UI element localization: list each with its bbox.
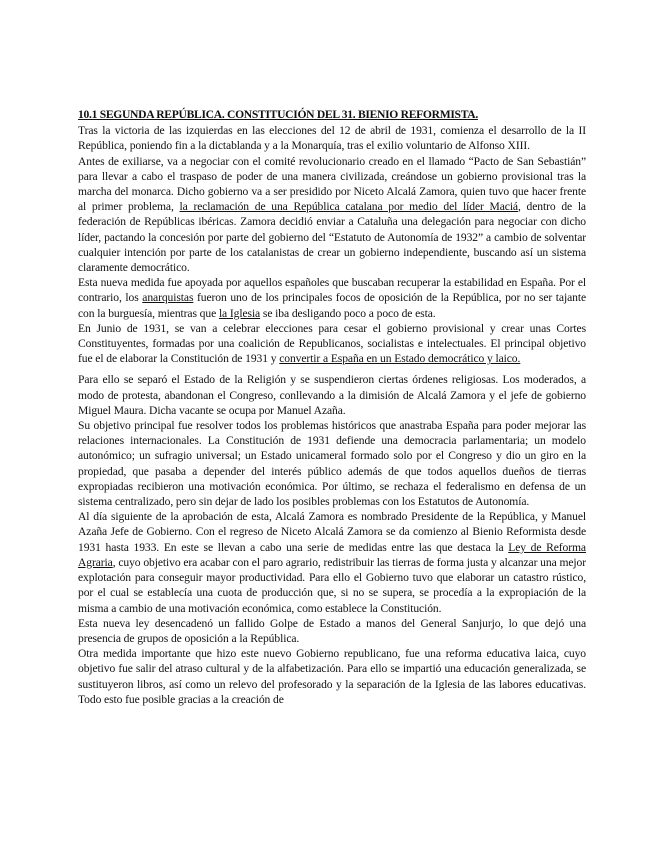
text-run: Antes de exiliarse, va a negociar con el comité revolucionario creado en el llamado “Pacto de San Sebastián” para llevar a cabo el traspaso de poder de una manera civilizada, creándose un gobierno provisional tras la marcha del monarca. Dicho gobierno va a ser presidido por Niceto Alcalá Zamora, quien tuvo que hacer frente al primer problema, — [78, 154, 586, 214]
underlined-text: la Iglesia — [218, 306, 261, 320]
document-title: 10.1 SEGUNDA REPÚBLICA. CONSTITUCIÓN DEL 31. BIENIO REFORMISTA. — [78, 108, 478, 121]
text-run: Al día siguiente de la aprobación de esta, Alcalá Zamora es nombrado Presidente de la República, y Manuel Azaña Jefe de Gobierno. Con el regreso de Niceto Alcalá Zamora se da comienzo al Bienio Reformista desde 1931 hasta 1933. En este se llevan a cabo una serie de medidas entre las que destaca la — [78, 510, 586, 554]
underlined-text: la reclamación de una República catalana por medio del líder Maciá — [179, 200, 518, 214]
text-run: , cuyo objetivo era acabar con el paro agrario, redistribuir las tierras de forma justa y alcanzar una mejor explotación para conseguir mayor productividad. Para ello el Gobierno tuvo que elaborar un catastro rústico, por el cual se establecía una cuota de producción que, si no se supera, se procedía a la expropiación de la misma a cambio de una motivación económica, como establece la Constitución. — [78, 555, 586, 615]
text-run: Esta nueva ley desencadenó un fallido Golpe de Estado a manos del General Sanjurjo, lo que dejó una presencia de grupos de oposición a la República. — [78, 616, 586, 645]
text-run: se iba desligando poco a poco de esta. — [260, 306, 436, 320]
text-run: Su objetivo principal fue resolver todos los problemas históricos que anastraba España para poder mejorar las relaciones internacionales. La Constitución de 1931 defiende una democracia parlamentaria; un modelo autonómico; un sufragio universal; un Estado unicameral formado solo por el Congreso y dio un giro en la propiedad, que pasaba a depender del interés público además de que todos aquellos dueños de tierras expropiadas recibieron una motivación económica. Por último, se rechaza el federalismo en defensa de un sistema centralizado, pero sin dejar de lado los posibles problemas con los Estatutos de Autonomía. — [78, 419, 586, 509]
underlined-text: anarquistas — [142, 291, 194, 305]
document-body — [78, 123, 586, 707]
paragraph — [78, 123, 586, 153]
paragraph — [78, 372, 586, 418]
paragraph — [78, 646, 586, 707]
text-run: En Junio de 1931, se van a celebrar elecciones para cesar el gobierno provisional y crear unas Cortes Constituyentes, formadas por una coalición de Republicanos, socialistas e intelectuales. El principal objetivo fue el de elaborar la Constitución de 1931 y — [78, 321, 586, 366]
paragraph — [78, 275, 586, 321]
text-run: Esta nueva medida fue apoyada por aquellos españoles que buscaban recuperar la estabilidad en España. Por el contrario, los — [78, 276, 586, 305]
underlined-text: Ley de Reforma Agraria — [78, 540, 586, 569]
text-run: Otra medida importante que hizo este nuevo Gobierno republicano, fue una reforma educativa laica, cuyo objetivo fue salir del atraso cultural y de la alfabetización. Para ello se impartió una educación generalizada, se sustituyeron libros, así como un relevo del profesorado y la separación de la Iglesia de las labores educativas. Todo esto fue posible gracias a la creación de — [78, 647, 586, 706]
paragraph — [78, 616, 586, 646]
underlined-text: convertir a España en un Estado democrático y laico. — [279, 352, 521, 366]
paragraph — [78, 321, 586, 367]
paragraph — [78, 154, 586, 276]
text-run: , dentro de la federación de Repúblicas ibéricas. Zamora decidió enviar a Cataluña una delegación para negociar con dicho líder, pactando la concesión por parte del gobierno del “Estatuto de Autonomía de 1932” a cambio de solventar cualquier intención por parte de los catalanistas de crear un gobierno independiente, buscando así un sistema claramente democrático. — [78, 200, 586, 275]
text-run: Para ello se separó el Estado de la Religión y se suspendieron ciertas órdenes religiosas. Los moderados, a modo de protesta, abandonan el Congreso, conllevando a la dimisión de Alcalá Zamora y el jefe de gobierno Miguel Maura. Dicha vacante se ocupa por Manuel Azaña. — [78, 373, 586, 417]
document-page — [78, 107, 586, 707]
text-run: fueron uno de los principales focos de oposición de la República, por no ser tajante con la burguesía, mientras que — [78, 291, 587, 320]
paragraph — [78, 418, 586, 509]
text-run: Tras la victoria de las izquierdas en las elecciones del 12 de abril de 1931, comienza el desarrollo de la II República, poniendo fin a la dictablanda y a la Monarquía, tras el exilio voluntario de Alfonso XIII. — [78, 124, 586, 153]
paragraph — [78, 509, 586, 615]
